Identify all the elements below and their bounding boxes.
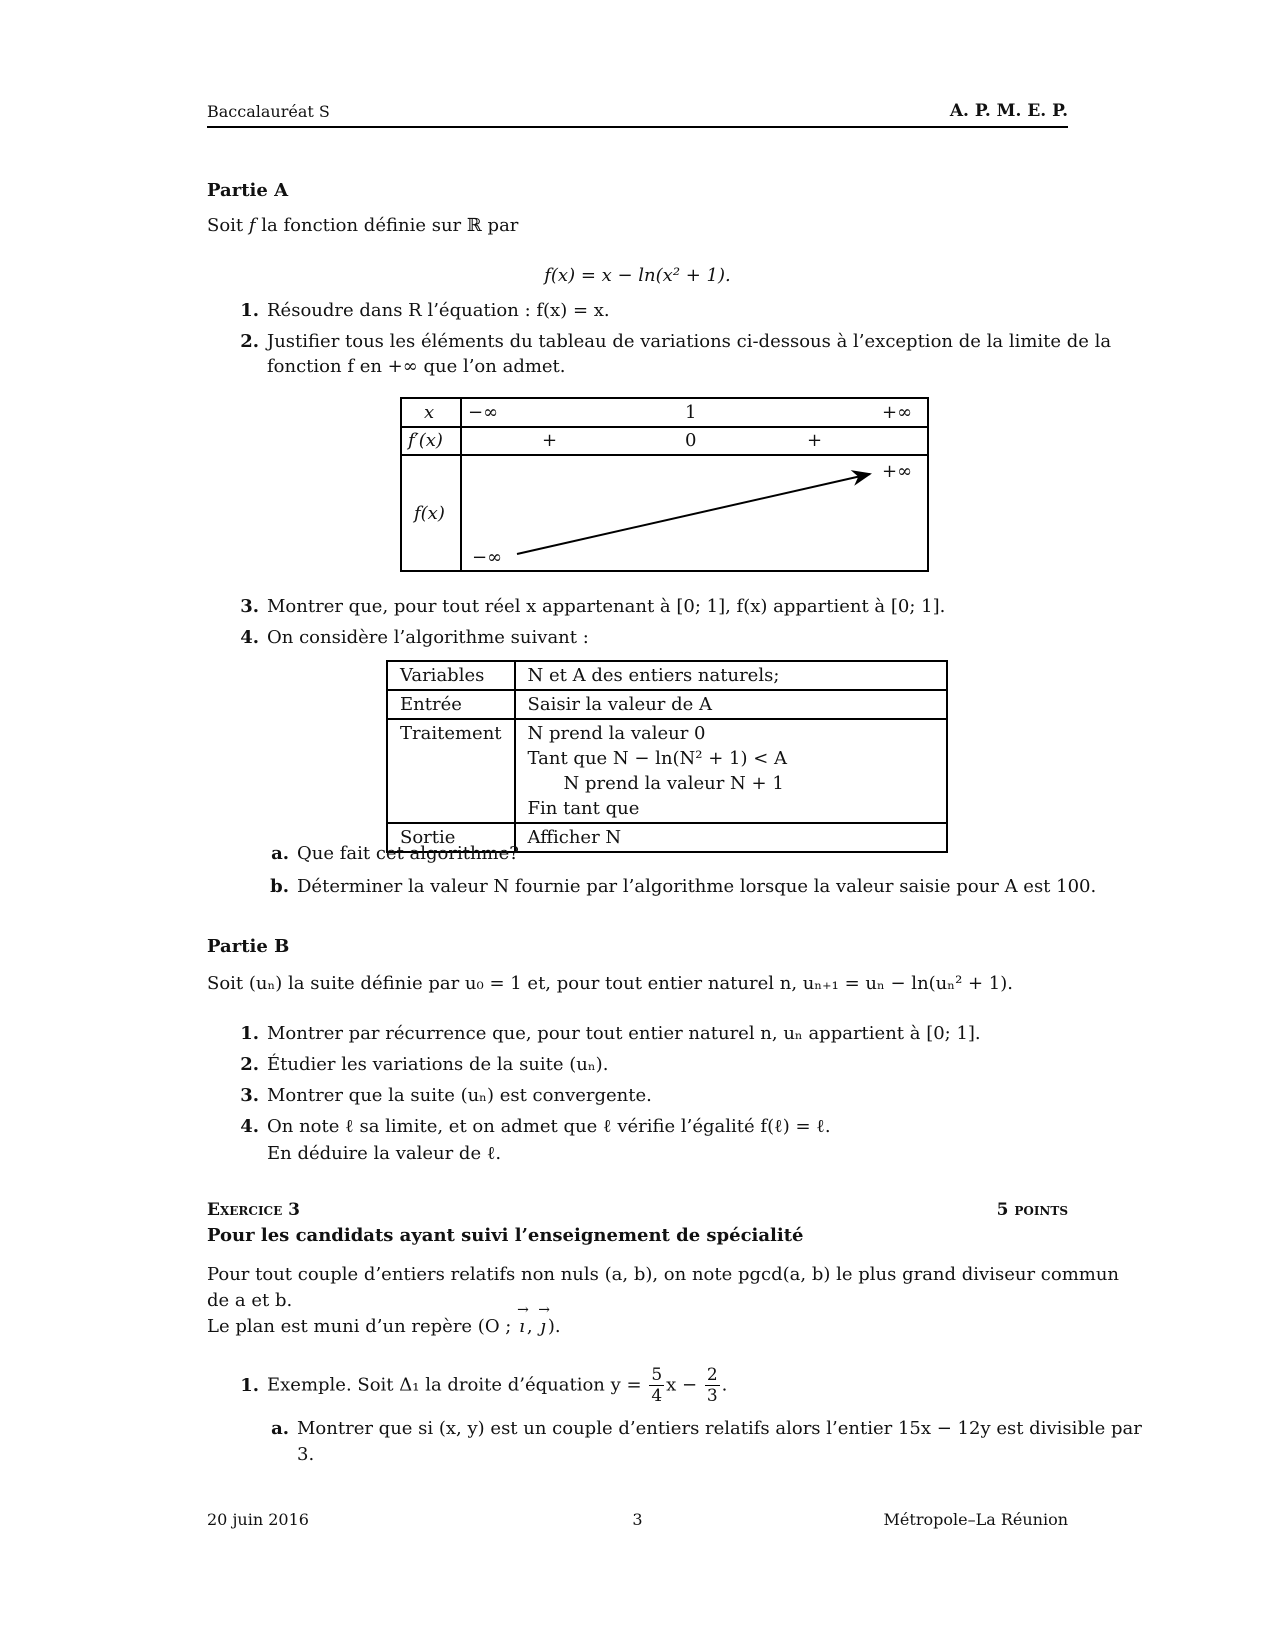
intro-f: f (248, 215, 256, 236)
variation-table (400, 397, 929, 572)
header-left: Baccalauréat S (207, 102, 330, 121)
intro-suffix: la fonction définie sur ℝ par (255, 215, 519, 236)
question-number: 2. (240, 1054, 259, 1075)
algo-line: N prend la valeur N + 1 (563, 773, 784, 794)
x-value-minus-inf: −∞ (468, 402, 499, 423)
algorithm-row-variables (387, 661, 947, 690)
question-number: 4. (240, 1116, 259, 1137)
vector-j: → ȷ (538, 1316, 548, 1337)
partie-b-question-3 (229, 1085, 652, 1106)
row-f-label: f(x) (414, 503, 445, 524)
denominator: 3 (706, 1386, 718, 1406)
exercise-3-points: 5 points (996, 1200, 1068, 1220)
vector-i: → ı (517, 1316, 527, 1337)
row-fprime-label: f′(x) (408, 430, 443, 451)
partie-a-question-1 (229, 300, 610, 321)
document-page (207, 0, 1142, 1650)
question-number: 2. (240, 331, 259, 352)
algo-line: Tant que N − ln(N² + 1) < A (527, 748, 788, 769)
repere-suffix: ). (547, 1316, 561, 1337)
exercise-3-title: Exercice 3 (207, 1200, 300, 1220)
algo-value (515, 719, 947, 823)
question-text: Étudier les variations de la suite (uₙ). (267, 1054, 609, 1075)
question-text: Que fait cet algorithme? (297, 843, 519, 864)
algorithm-table (386, 660, 948, 853)
fprime-sign-1: + (542, 430, 558, 451)
partie-a-question-4b (267, 876, 1096, 897)
exercise-3-intro-line-2: de a et b. (207, 1290, 293, 1311)
algo-label: Sortie (387, 823, 515, 852)
partie-b-title: Partie B (207, 936, 290, 957)
exercise-3-intro-line-1: Pour tout couple d’entiers relatifs non nuls (a, b), on note pgcd(a, b) le plus grand diviseur commun (207, 1264, 1120, 1285)
fraction-5-4 (649, 1365, 664, 1406)
algo-label: Entrée (387, 690, 515, 719)
row-x-label: x (424, 402, 435, 423)
question-number: 3. (240, 596, 259, 617)
footer-page-number: 3 (632, 1510, 643, 1529)
question-text: x − (666, 1374, 703, 1396)
fprime-zero: 0 (685, 430, 697, 451)
algo-label: Traitement (387, 719, 515, 823)
x-value-1: 1 (685, 402, 697, 423)
denominator: 4 (651, 1386, 663, 1406)
partie-a-title: Partie A (207, 180, 289, 201)
fprime-sign-2: + (807, 430, 823, 451)
question-text: Déterminer la valeur N fournie par l’algorithme lorsque la valeur saisie pour A est 100. (297, 876, 1097, 897)
question-text: Résoudre dans R l’équation : f(x) = x. (267, 300, 610, 321)
question-number: 4. (240, 627, 259, 648)
partie-a-question-3 (229, 596, 945, 617)
partie-b-question-1 (229, 1023, 981, 1044)
numerator: 5 (651, 1365, 663, 1385)
question-text: On considère l’algorithme suivant : (267, 627, 589, 648)
question-letter: a. (271, 1418, 289, 1439)
algo-value: Afficher N (515, 823, 947, 852)
algorithm-row-traitement (387, 719, 947, 823)
algorithm-row-entree (387, 690, 947, 719)
intro-prefix: Soit (207, 215, 249, 236)
footer-date: 20 juin 2016 (207, 1510, 309, 1529)
algo-label: Variables (387, 661, 515, 690)
partie-a-intro (207, 215, 518, 236)
exercise-3-subtitle: Pour les candidats ayant suivi l’enseignement de spécialité (207, 1225, 804, 1246)
question-number: 1. (240, 1374, 259, 1396)
question-letter: b. (270, 876, 289, 897)
question-text: On note ℓ sa limite, et on admet que ℓ vérifie l’égalité f(ℓ) = ℓ. (267, 1116, 831, 1137)
partie-b-question-2 (229, 1054, 608, 1075)
question-number: 3. (240, 1085, 259, 1106)
footer-location: Métropole–La Réunion (883, 1510, 1068, 1529)
function-formula: f(x) = x − ln(x² + 1). (544, 265, 731, 286)
f-end-value: +∞ (882, 461, 913, 482)
header-right: A. P. M. E. P. (949, 101, 1068, 121)
algo-value: N et A des entiers naturels; (515, 661, 947, 690)
numerator: 2 (706, 1365, 718, 1385)
repere-prefix: Le plan est muni d’un repère (O ; (207, 1316, 518, 1337)
question-text: Montrer par récurrence que, pour tout entier naturel n, uₙ appartient à [0; 1]. (267, 1023, 981, 1044)
exercise-3-question-1a (267, 1418, 1142, 1439)
increasing-arrow-icon (402, 399, 927, 570)
partie-b-question-4 (229, 1116, 831, 1137)
question-text: Justifier tous les éléments du tableau de variations ci-dessous à l’exception de la limite de la (267, 331, 1112, 352)
partie-b-question-4-cont: En déduire la valeur de ℓ. (267, 1143, 502, 1164)
algo-line: N prend la valeur 0 (527, 723, 706, 744)
question-number: 1. (240, 300, 259, 321)
partie-a-question-4a (267, 843, 519, 864)
question-text: . (721, 1374, 728, 1396)
page-header (207, 98, 1068, 128)
question-text: Montrer que, pour tout réel x appartenant à [0; 1], f(x) appartient à [0; 1]. (267, 596, 946, 617)
partie-a-question-4 (229, 627, 589, 648)
question-text: Montrer que la suite (uₙ) est convergente. (267, 1085, 652, 1106)
partie-b-intro: Soit (uₙ) la suite définie par u₀ = 1 et, pour tout entier naturel n, uₙ₊₁ = uₙ − ln(uₙ² + 1). (207, 973, 1014, 994)
exercise-3-intro-line-3: Le plan est muni d’un repère (O ; → ı , → ȷ ). (207, 1316, 561, 1337)
x-value-plus-inf: +∞ (882, 402, 913, 423)
question-text: Montrer que si (x, y) est un couple d’entiers relatifs alors l’entier 15x − 12y est divisible par (297, 1418, 1142, 1439)
algo-line: Fin tant que (527, 798, 640, 819)
question-number: 1. (240, 1023, 259, 1044)
partie-a-question-2 (229, 331, 1111, 352)
f-start-value: −∞ (472, 547, 503, 568)
fraction-2-3 (705, 1365, 720, 1406)
exercise-3-question-1 (229, 1365, 727, 1406)
partie-a-question-2-cont: fonction f en +∞ que l’on admet. (267, 356, 566, 377)
question-text: Exemple. Soit Δ₁ la droite d’équation y = (267, 1374, 648, 1396)
exercise-3-question-1a-cont: 3. (297, 1444, 315, 1465)
algo-value: Saisir la valeur de A (515, 690, 947, 719)
question-letter: a. (271, 843, 289, 864)
